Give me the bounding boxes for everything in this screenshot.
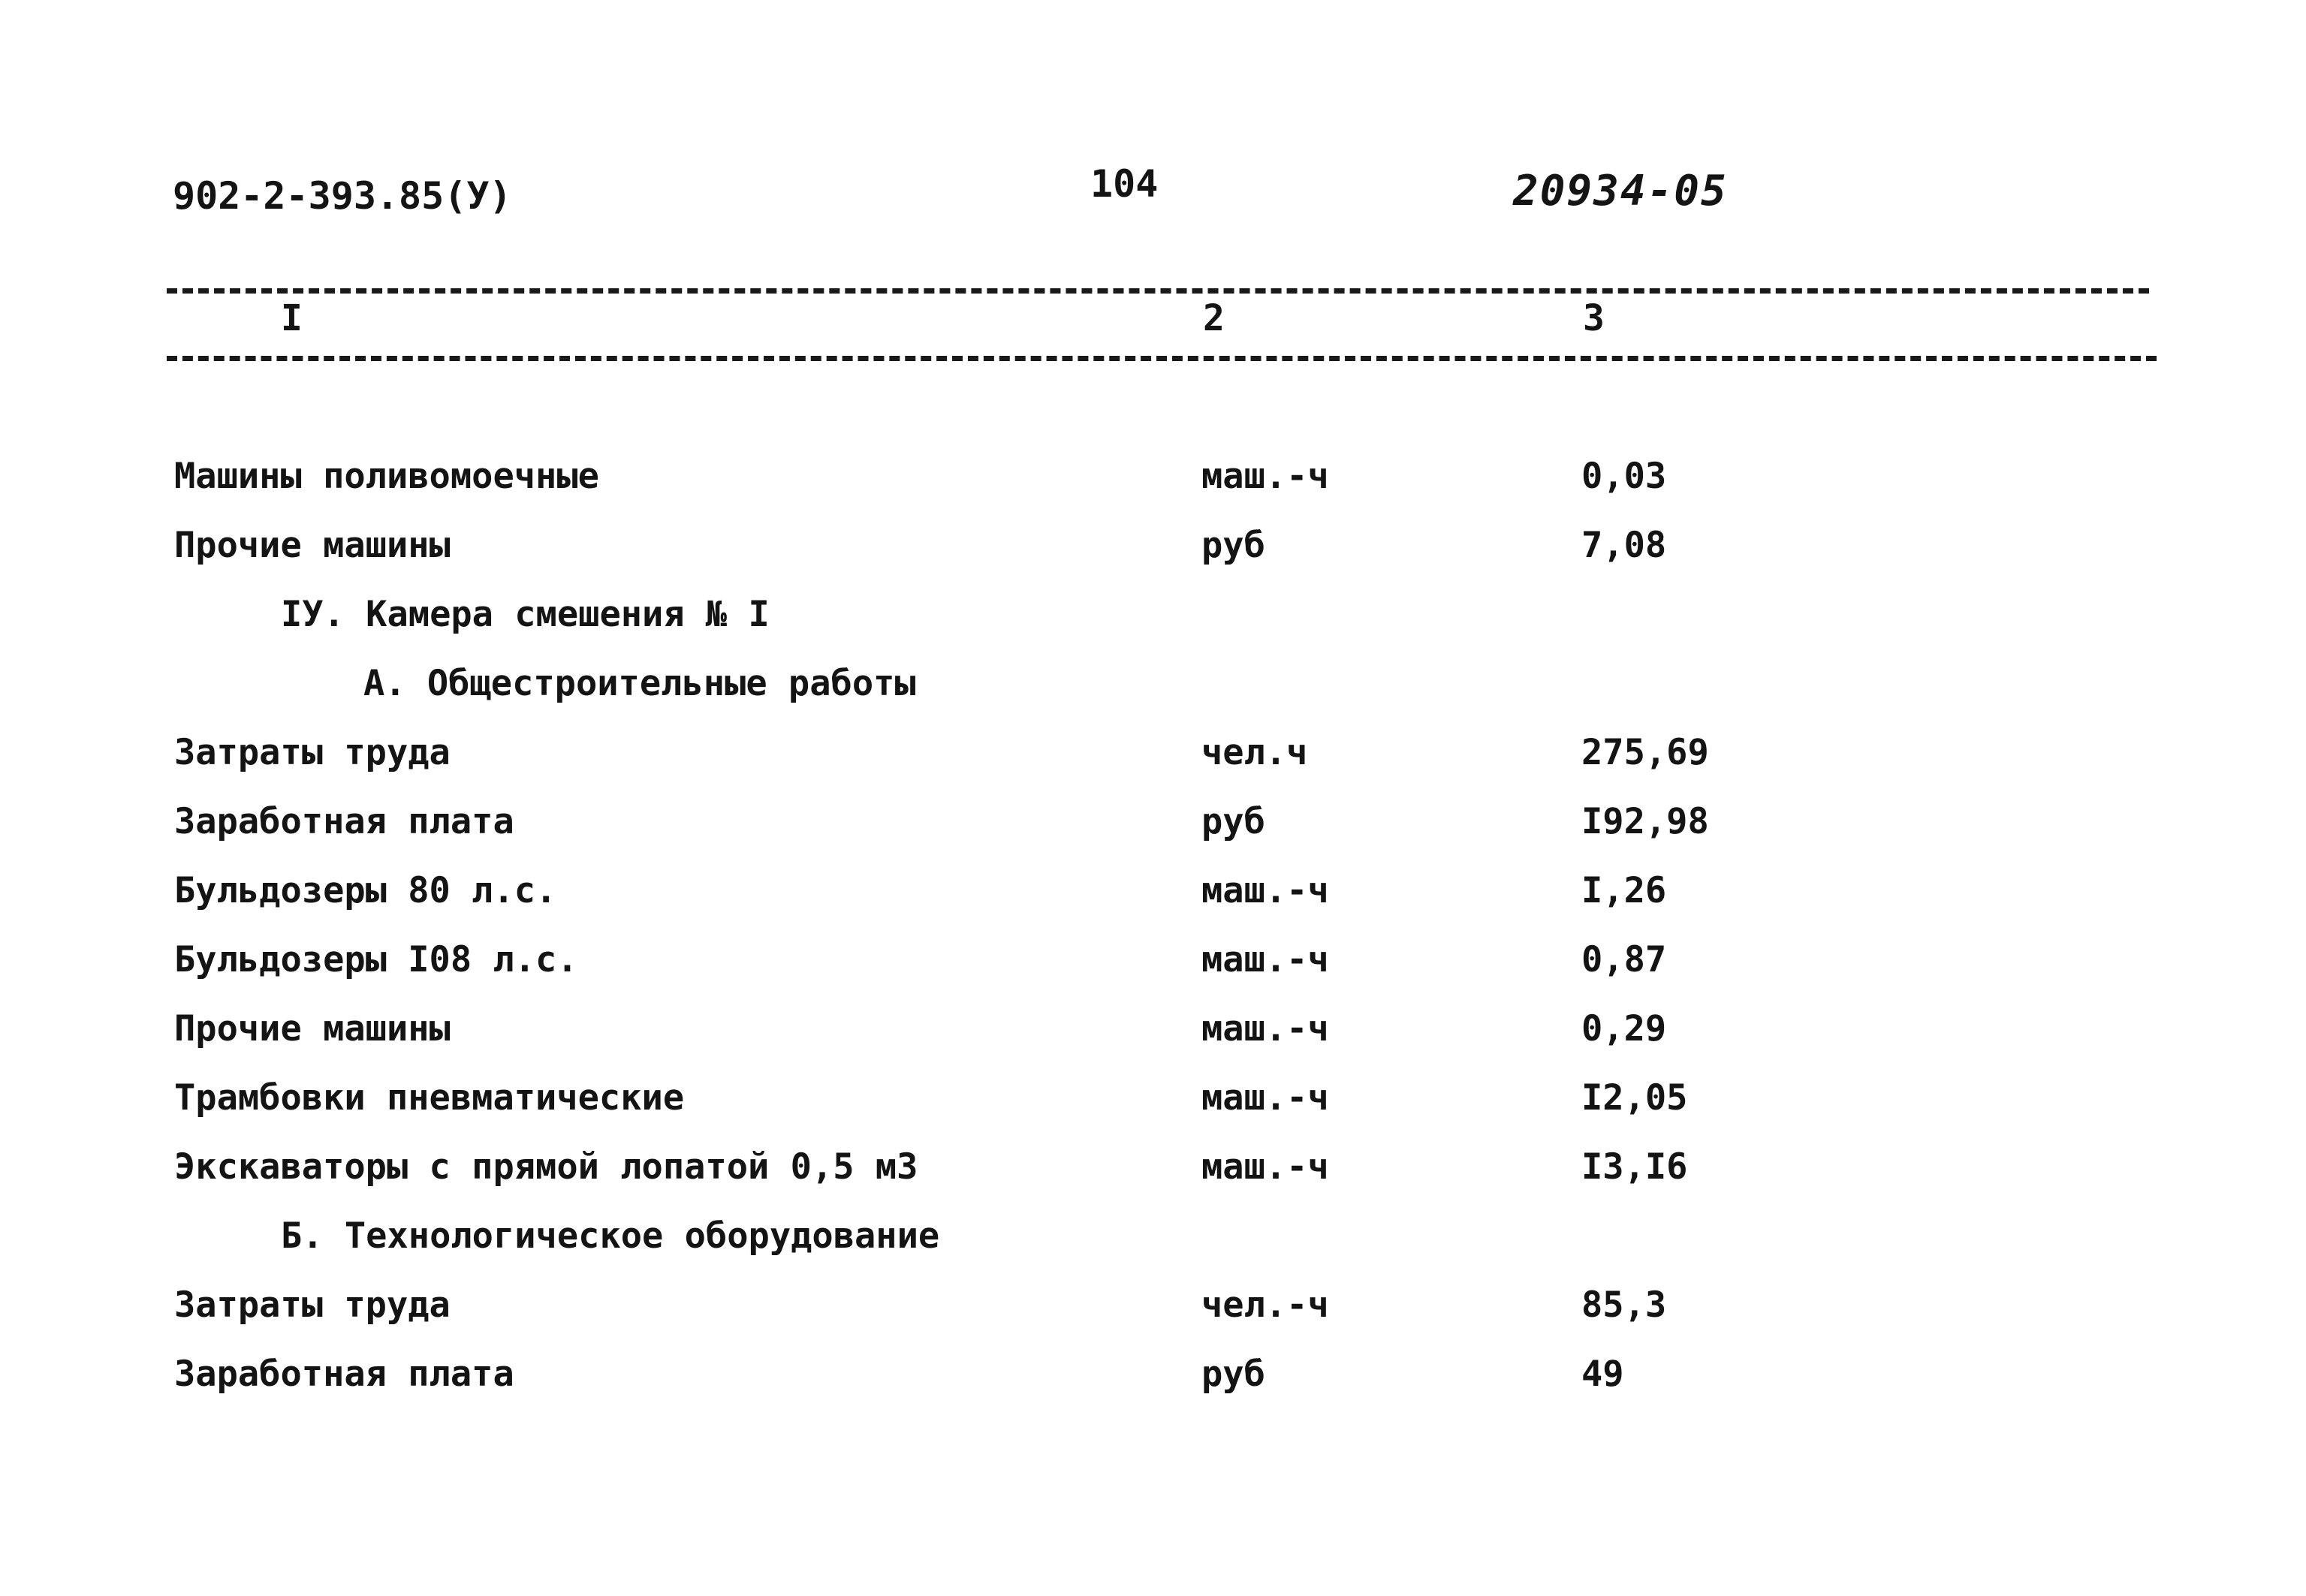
inventory-number: 20934-05 xyxy=(1513,167,1728,215)
row-unit: маш.-ч xyxy=(1201,1146,1329,1188)
subsection-heading-row xyxy=(0,1210,2306,1263)
row-unit: руб xyxy=(1201,801,1265,842)
row-unit: чел.-ч xyxy=(1201,1284,1329,1326)
row-unit: маш.-ч xyxy=(1201,870,1329,911)
table-row xyxy=(0,934,2306,986)
table-row xyxy=(0,1141,2306,1194)
row-name: Бульдозеры 80 л.с. xyxy=(174,870,557,911)
row-unit: руб xyxy=(1201,525,1265,566)
table-row xyxy=(0,727,2306,779)
row-name: Прочие машины xyxy=(174,1008,451,1049)
page-number: 104 xyxy=(1090,162,1159,206)
row-name: Заработная плата xyxy=(174,1354,514,1395)
row-value: 85,3 xyxy=(1581,1284,1667,1326)
row-name: Затраты труда xyxy=(174,732,451,773)
row-name: Прочие машины xyxy=(174,525,451,566)
row-value: 0,29 xyxy=(1581,1008,1667,1049)
row-name: Трамбовки пневматические xyxy=(174,1077,685,1119)
column-number-3: 3 xyxy=(1583,297,1605,339)
table-row xyxy=(0,1348,2306,1401)
row-unit: маш.-ч xyxy=(1201,939,1329,980)
row-value: I2,05 xyxy=(1581,1077,1688,1119)
doc-code: 902-2-393.85(У) xyxy=(173,174,512,218)
table-row xyxy=(0,1279,2306,1332)
table-row xyxy=(0,796,2306,848)
section-heading: IУ. Камера смешения № I xyxy=(281,594,770,635)
column-number-1: I xyxy=(281,297,303,339)
subsection-heading: А. Общестроительные работы xyxy=(363,663,916,704)
row-unit: маш.-ч xyxy=(1201,456,1329,497)
subsection-heading-row xyxy=(0,658,2306,710)
row-name: Затраты труда xyxy=(174,1284,451,1326)
row-value: I,26 xyxy=(1581,870,1667,911)
subsection-heading: Б. Технологическое оборудование xyxy=(281,1215,940,1257)
section-heading-row xyxy=(0,589,2306,641)
row-value: 49 xyxy=(1581,1354,1624,1395)
table-header-bottom-rule xyxy=(167,356,2157,361)
table-row xyxy=(0,450,2306,503)
row-name: Машины поливомоечные xyxy=(174,456,599,497)
row-name: Экскаваторы с прямой лопатой 0,5 м3 xyxy=(174,1146,918,1188)
row-value: I3,I6 xyxy=(1581,1146,1688,1188)
row-unit: маш.-ч xyxy=(1201,1008,1329,1049)
row-value: I92,98 xyxy=(1581,801,1709,842)
row-unit: маш.-ч xyxy=(1201,1077,1329,1119)
row-value: 0,03 xyxy=(1581,456,1667,497)
row-value: 275,69 xyxy=(1581,732,1709,773)
row-unit: руб xyxy=(1201,1354,1265,1395)
column-number-2: 2 xyxy=(1203,297,1225,339)
row-name: Бульдозеры I08 л.с. xyxy=(174,939,578,980)
table-row xyxy=(0,1072,2306,1125)
table-row xyxy=(0,1003,2306,1055)
row-name: Заработная плата xyxy=(174,801,514,842)
table-row xyxy=(0,519,2306,572)
row-value: 0,87 xyxy=(1581,939,1667,980)
table-row xyxy=(0,865,2306,917)
row-value: 7,08 xyxy=(1581,525,1667,566)
row-unit: чел.ч xyxy=(1201,732,1308,773)
table-header-top-rule xyxy=(167,288,2149,294)
